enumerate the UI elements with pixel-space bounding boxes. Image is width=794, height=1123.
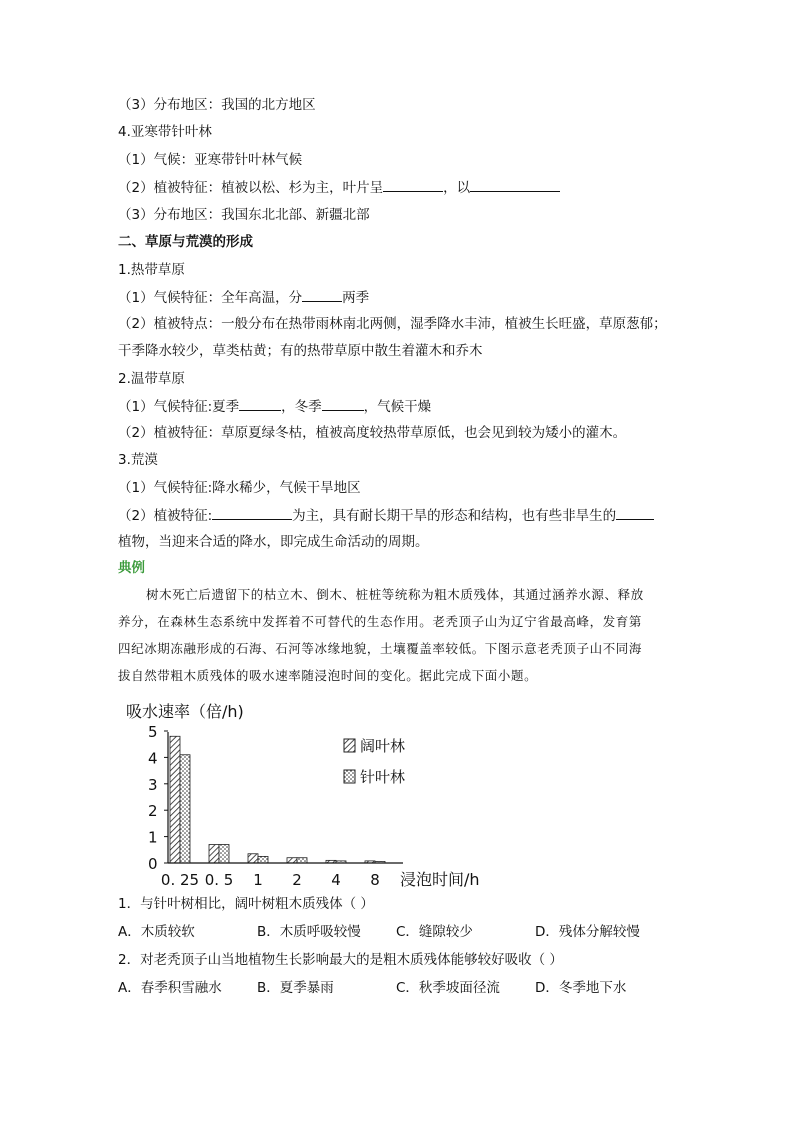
line-t2-1 [118,396,431,417]
question-2: 2．对老秃顶子山当地植物生长影响最大的是粗木质残体能够较好吸收（ ） [118,952,563,968]
bar-conifer [297,858,307,863]
text: ，气候干燥 [363,399,432,415]
heading-temperate-grassland: 2.温带草原 [118,371,185,387]
line-t3-2c: 植物，当迎来合适的降水，即完成生命活动的周期。 [118,534,429,550]
example-paragraph-line-3: 四纪冰期冻融形成的石海、石河等冰缘地貌，土壤覆盖率较低。下图示意老秃顶子山不同海 [118,641,643,656]
section-title-grassland-desert: 二、草原与荒漠的形成 [118,234,253,250]
text: ，冬季 [281,399,322,415]
line-t1-2b: 干季降水较少，草类枯黄；有的热带草原中散生着灌木和乔木 [118,343,483,359]
y-tick-label: 5 [148,723,158,741]
example-paragraph-line-2: 养分，在森林生态系统中发挥着不可替代的生态作用。老秃顶子山为辽宁省最高峰，发育第 [118,614,643,629]
bar-broadleaf [209,845,219,863]
x-tick-label: 0. 25 [160,871,200,889]
q1-option-c[interactable]: C．缝隙较少 [396,924,473,940]
example-paragraph-line-4: 拔自然带粗木质残体的吸水速率随浸泡时间的变化。据此完成下面小题。 [118,668,538,683]
legend [344,737,405,786]
legend-swatch-conifer [344,770,355,783]
q2-option-a[interactable]: A．春季积雪融水 [118,980,222,996]
example-label: 典例 [118,560,145,576]
absorption-rate-bar-chart [118,698,518,890]
q2-option-c[interactable]: C．秋季坡面径流 [396,980,500,996]
legend-label-conifer: 针叶林 [360,768,406,786]
q1-option-d[interactable]: D．残体分解较慢 [535,924,640,940]
text: （2）植被特征：植被以松、杉为主，叶片呈 [118,180,384,196]
line-t3-1: （1）气候特征:降水稀少，气候干旱地区 [118,480,361,496]
y-tick-label: 2 [148,802,158,821]
heading-tropical-grassland: 1.热带草原 [118,262,185,278]
q2-option-d[interactable]: D．冬季地下水 [535,980,627,996]
example-paragraph-line-1: 树木死亡后遗留下的枯立木、倒木、桩桩等统称为粗木质残体，其通过涵养水源、释放 [146,587,644,602]
legend-swatch-broadleaf [344,739,355,752]
line-t1-2a: （2）植被特点：一般分布在热带雨林南北两侧，湿季降水丰沛，植被生长旺盛，草原葱郁； [118,316,667,332]
fill-blank[interactable] [470,177,560,192]
q1-option-a[interactable]: A．木质较软 [118,924,195,940]
y-axis-label: 吸水速率（倍/h) [126,702,244,721]
heading-taiga: 4.亚寒带针叶林 [118,124,212,140]
y-tick-label: 3 [148,775,158,794]
question-1: 1．与针叶树相比，阔叶树粗木质残体（ ） [118,896,374,912]
line-t2-2: （2）植被特征：草原夏绿冬枯，植被高度较热带草原低，也会见到较为矮小的灌木。 [118,425,627,441]
text: （1）气候特征:夏季 [118,399,240,415]
line-s4-3: （3）分布地区：我国东北北部、新疆北部 [118,207,370,223]
bar-broadleaf [170,736,180,863]
heading-desert: 3.荒漠 [118,452,158,468]
x-tick-label: 2 [292,871,302,889]
x-tick-label: 4 [331,871,341,889]
q1-option-b[interactable]: B．木质呼吸较慢 [257,924,361,940]
fill-blank[interactable] [302,287,342,302]
y-tick-label: 1 [148,828,158,847]
x-tick-label: 8 [370,871,380,889]
text: ，以 [443,180,471,196]
line-s4-1: （1）气候：亚寒带针叶林气候 [118,152,303,168]
q2-option-b[interactable]: B．夏季暴雨 [257,980,334,996]
text: 两季 [342,290,370,306]
bar-broadleaf [248,854,258,863]
fill-blank[interactable] [383,177,443,192]
x-tick-label: 0. 5 [204,871,234,889]
fill-blank[interactable] [322,396,364,411]
bar-conifer [219,845,229,863]
line-t1-1 [118,287,369,308]
y-tick-label: 0 [148,855,158,873]
legend-label-broadleaf: 阔叶林 [360,737,406,755]
bar-conifer [258,856,268,863]
fill-blank[interactable] [239,396,281,411]
x-tick-label: 1 [253,871,263,889]
line-s4-2 [118,177,560,198]
y-tick-label: 4 [148,749,158,768]
text: 为主，具有耐长期干旱的形态和结构，也有些非旱生的 [292,508,617,524]
text: （2）植被特征: [118,508,213,524]
text: （1）气候特征：全年高温，分 [118,290,303,306]
fill-blank[interactable] [616,505,654,520]
line-t3-2 [118,505,654,526]
fill-blank[interactable] [212,505,292,520]
bar-broadleaf [287,858,297,863]
bar-conifer [180,755,190,863]
line-s3-3: （3）分布地区：我国的北方地区 [118,97,316,113]
x-axis-label: 浸泡时间/h [400,870,480,889]
